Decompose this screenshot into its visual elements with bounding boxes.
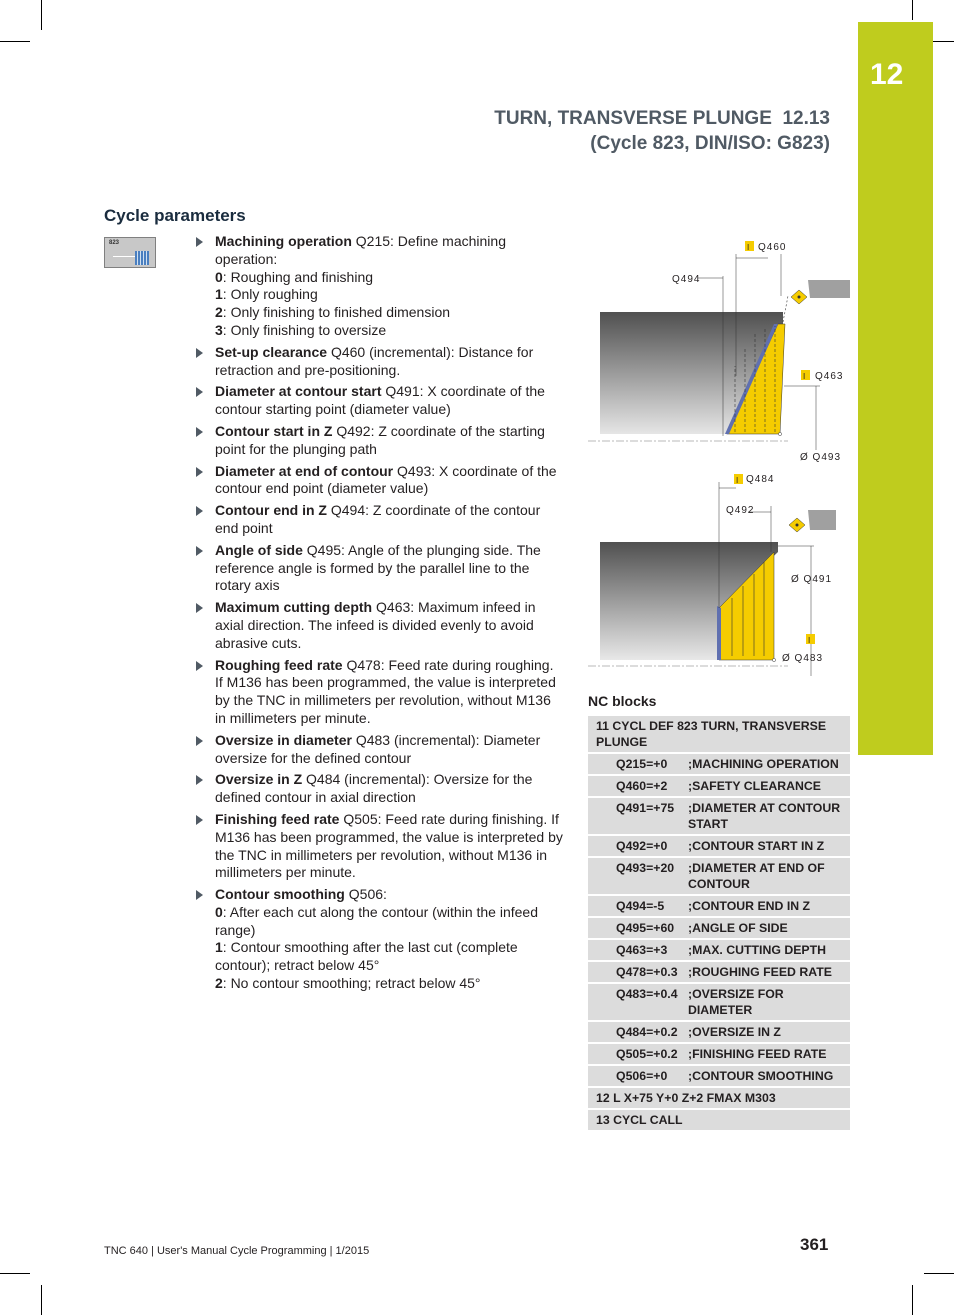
section-title: Cycle parameters — [104, 206, 246, 225]
bullet-arrow-icon — [196, 890, 203, 900]
parameter-description: Q492: Z coordinate of the starting point for the plunging path — [215, 422, 545, 457]
option-value: : Only finishing to finished dimension — [222, 304, 451, 321]
parameter-name: Finishing feed rate — [215, 810, 340, 827]
nc-comment: ;DIAMETER AT CONTOUR START — [688, 798, 850, 836]
nc-comment: ;SAFETY CLEARANCE — [688, 776, 850, 798]
parameter-item — [194, 732, 564, 768]
nc-parameter: Q484=+0.2 — [588, 1022, 688, 1044]
nc-parameter: Q494=-5 — [588, 896, 688, 918]
page-number: 361 — [800, 1235, 829, 1254]
parameter-description: Q495: Angle of the plunging side. The reference angle is formed by the parallel line to the rotary axis — [215, 541, 541, 594]
nc-block: 12 L X+75 Y+0 Z+2 FMAX M303 — [588, 1088, 850, 1110]
option-value: : Only finishing to oversize — [222, 321, 387, 338]
cycle-diagram — [588, 236, 854, 676]
parameter-description: Q494: Z coordinate of the contour end point — [215, 502, 541, 536]
parameter-option — [215, 975, 564, 993]
parameter-item — [194, 886, 564, 993]
option-key: 2 — [215, 304, 223, 321]
incremental-marker: I — [747, 243, 751, 252]
crop-mark — [0, 41, 30, 42]
label-q483: Ø Q483 — [782, 653, 824, 664]
crop-mark — [912, 1285, 913, 1315]
option-value: : Only roughing — [222, 286, 318, 303]
parameter-name: Diameter at end of contour — [215, 462, 394, 479]
nc-row — [588, 1066, 850, 1088]
parameter-description: Q215: Define machining operation: — [215, 233, 506, 267]
bullet-arrow-icon — [196, 387, 203, 397]
parameter-description: Q491: X coordinate of the contour starting point (diameter value) — [215, 383, 545, 418]
bullet-arrow-icon — [196, 546, 203, 556]
parameter-item — [194, 657, 564, 728]
option-value: : After each cut along the contour (within the infeed range) — [215, 903, 538, 938]
parameter-item — [194, 599, 564, 652]
option-value: : No contour smoothing; retract below 45° — [222, 975, 481, 992]
parameter-item — [194, 463, 564, 499]
parameter-item — [194, 344, 564, 380]
nc-block: 13 CYCL CALL — [588, 1110, 850, 1132]
bullet-arrow-icon — [196, 736, 203, 746]
section-number: 12.13 — [782, 108, 830, 129]
nc-parameter: Q215=+0 — [588, 754, 688, 776]
header-title: TURN, TRANSVERSE PLUNGE — [494, 108, 772, 129]
label-q492: Q492 — [726, 505, 755, 516]
nc-row — [588, 858, 850, 896]
parameter-description: Q478: Feed rate during roughing. If M136 has been programmed, the value is interpreted by the TNC in millimeters per revolution, without M136 in millimeters per minute. — [215, 656, 556, 726]
label-q463: Q463 — [815, 371, 844, 382]
nc-row — [588, 1110, 850, 1132]
nc-comment: ;FINISHING FEED RATE — [688, 1044, 850, 1066]
parameter-name: Contour smoothing — [215, 886, 345, 903]
nc-parameter: Q506=+0 — [588, 1066, 688, 1088]
nc-comment: ;ROUGHING FEED RATE — [688, 962, 850, 984]
parameter-item — [194, 423, 564, 459]
bullet-arrow-icon — [196, 506, 203, 516]
option-key: 2 — [215, 975, 223, 992]
option-key: 1 — [215, 939, 223, 956]
parameter-name: Contour start in Z — [215, 422, 333, 439]
label-q493: Ø Q493 — [800, 452, 842, 463]
parameter-description: Q463: Maximum infeed in axial direction. The infeed is divided evenly to avoid abrasive cuts. — [215, 599, 536, 651]
parameter-name: Maximum cutting depth — [215, 599, 373, 616]
nc-parameter: Q493=+20 — [588, 858, 688, 896]
parameter-name: Oversize in diameter — [215, 731, 352, 748]
option-key: 1 — [215, 286, 223, 303]
bullet-arrow-icon — [196, 775, 203, 785]
nc-row — [588, 918, 850, 940]
nc-parameter: Q491=+75 — [588, 798, 688, 836]
bullet-arrow-icon — [196, 815, 203, 825]
label-q484: Q484 — [746, 474, 775, 485]
nc-comment: ;OVERSIZE IN Z — [688, 1022, 850, 1044]
nc-blocks-table — [588, 716, 850, 1132]
nc-row — [588, 896, 850, 918]
nc-parameter: Q505=+0.2 — [588, 1044, 688, 1066]
nc-parameter: Q460=+2 — [588, 776, 688, 798]
nc-parameter: Q492=+0 — [588, 836, 688, 858]
cycle-823-icon — [104, 237, 156, 268]
bullet-arrow-icon — [196, 603, 203, 613]
nc-blocks-title: NC blocks — [588, 693, 657, 709]
nc-comment: ;MAX. CUTTING DEPTH — [688, 940, 850, 962]
nc-row — [588, 1044, 850, 1066]
nc-row — [588, 940, 850, 962]
bullet-arrow-icon — [196, 661, 203, 671]
nc-comment: ;CONTOUR SMOOTHING — [688, 1066, 850, 1088]
bullet-arrow-icon — [196, 348, 203, 358]
parameter-item — [194, 383, 564, 419]
crop-mark — [924, 1273, 954, 1274]
nc-row — [588, 1088, 850, 1110]
crop-mark — [912, 0, 913, 20]
parameter-name: Contour end in Z — [215, 502, 327, 519]
parameter-option — [215, 286, 564, 304]
parameter-item — [194, 811, 564, 882]
bullet-arrow-icon — [196, 467, 203, 477]
parameter-name: Set-up clearance — [215, 343, 328, 360]
parameter-description: Q506: — [344, 886, 387, 903]
parameter-item — [194, 771, 564, 807]
incremental-marker: I — [736, 476, 740, 485]
bullet-arrow-icon — [196, 427, 203, 437]
parameter-option — [215, 322, 564, 340]
upper-diagram — [588, 254, 850, 450]
cycle-icon-label: 823 — [109, 240, 120, 246]
parameter-option — [215, 304, 564, 322]
parameter-option — [215, 904, 564, 940]
parameter-item — [194, 542, 564, 595]
option-value: : Contour smoothing after the last cut (complete contour); retract below 45° — [215, 939, 518, 974]
footer-text: TNC 640 | User's Manual Cycle Programming | 1/2015 — [104, 1245, 370, 1257]
option-key: 0 — [215, 903, 223, 920]
parameter-description: Q483 (incremental): Diameter oversize for the defined contour — [215, 731, 541, 766]
page-header — [494, 106, 830, 156]
nc-row — [588, 716, 850, 754]
nc-comment: ;DIAMETER AT END OF CONTOUR — [688, 858, 850, 896]
nc-comment: ;ANGLE OF SIDE — [688, 918, 850, 940]
bullet-arrow-icon — [196, 237, 203, 247]
option-key: 3 — [215, 321, 223, 338]
option-value: : Roughing and finishing — [222, 268, 374, 285]
parameter-description: Q505: Feed rate during finishing. If M136 has been programmed, the value is interpreted by the TNC in millimeters per revolution, without M136 in millimeters per minute. — [215, 810, 563, 881]
nc-row — [588, 776, 850, 798]
parameter-name: Machining operation — [215, 233, 352, 249]
label-q491: Ø Q491 — [791, 574, 833, 585]
crop-mark — [41, 1285, 42, 1315]
nc-comment: ;OVERSIZE FOR DIAMETER — [688, 984, 850, 1022]
nc-parameter: Q483=+0.4 — [588, 984, 688, 1022]
nc-block: 11 CYCL DEF 823 TURN, TRANSVERSE PLUNGE — [588, 716, 850, 754]
nc-row — [588, 798, 850, 836]
nc-row — [588, 962, 850, 984]
nc-row — [588, 984, 850, 1022]
parameter-option — [215, 269, 564, 287]
parameter-item — [194, 233, 564, 340]
label-q460: Q460 — [758, 242, 787, 253]
nc-row — [588, 1022, 850, 1044]
parameter-name: Angle of side — [215, 541, 303, 558]
parameter-name: Roughing feed rate — [215, 656, 343, 673]
crop-mark — [0, 1273, 30, 1274]
nc-parameter: Q463=+3 — [588, 940, 688, 962]
nc-parameter: Q478=+0.3 — [588, 962, 688, 984]
nc-comment: ;CONTOUR END IN Z — [688, 896, 850, 918]
parameter-name: Oversize in Z — [215, 771, 303, 788]
nc-comment: ;CONTOUR START IN Z — [688, 836, 850, 858]
nc-parameter: Q495=+60 — [588, 918, 688, 940]
nc-row — [588, 836, 850, 858]
label-q494: Q494 — [672, 274, 701, 285]
parameter-description: Q460 (incremental): Distance for retraction and pre-positioning. — [215, 343, 534, 378]
parameter-description: Q493: X coordinate of the contour end point (diameter value) — [215, 462, 557, 497]
parameter-item — [194, 502, 564, 538]
crop-mark — [41, 0, 42, 30]
option-key: 0 — [215, 268, 223, 285]
incremental-marker: I — [808, 636, 812, 645]
parameter-name: Diameter at contour start — [215, 383, 382, 400]
parameter-list — [194, 233, 564, 997]
parameter-option — [215, 939, 564, 975]
nc-comment: ;MACHINING OPERATION — [688, 754, 850, 776]
header-subtitle: (Cycle 823, DIN/ISO: G823) — [590, 133, 830, 154]
parameter-description: Q484 (incremental): Oversize for the defined contour in axial direction — [215, 771, 533, 806]
chapter-tab — [858, 22, 933, 755]
incremental-marker: I — [803, 372, 807, 381]
nc-row — [588, 754, 850, 776]
chapter-number: 12 — [870, 58, 904, 91]
